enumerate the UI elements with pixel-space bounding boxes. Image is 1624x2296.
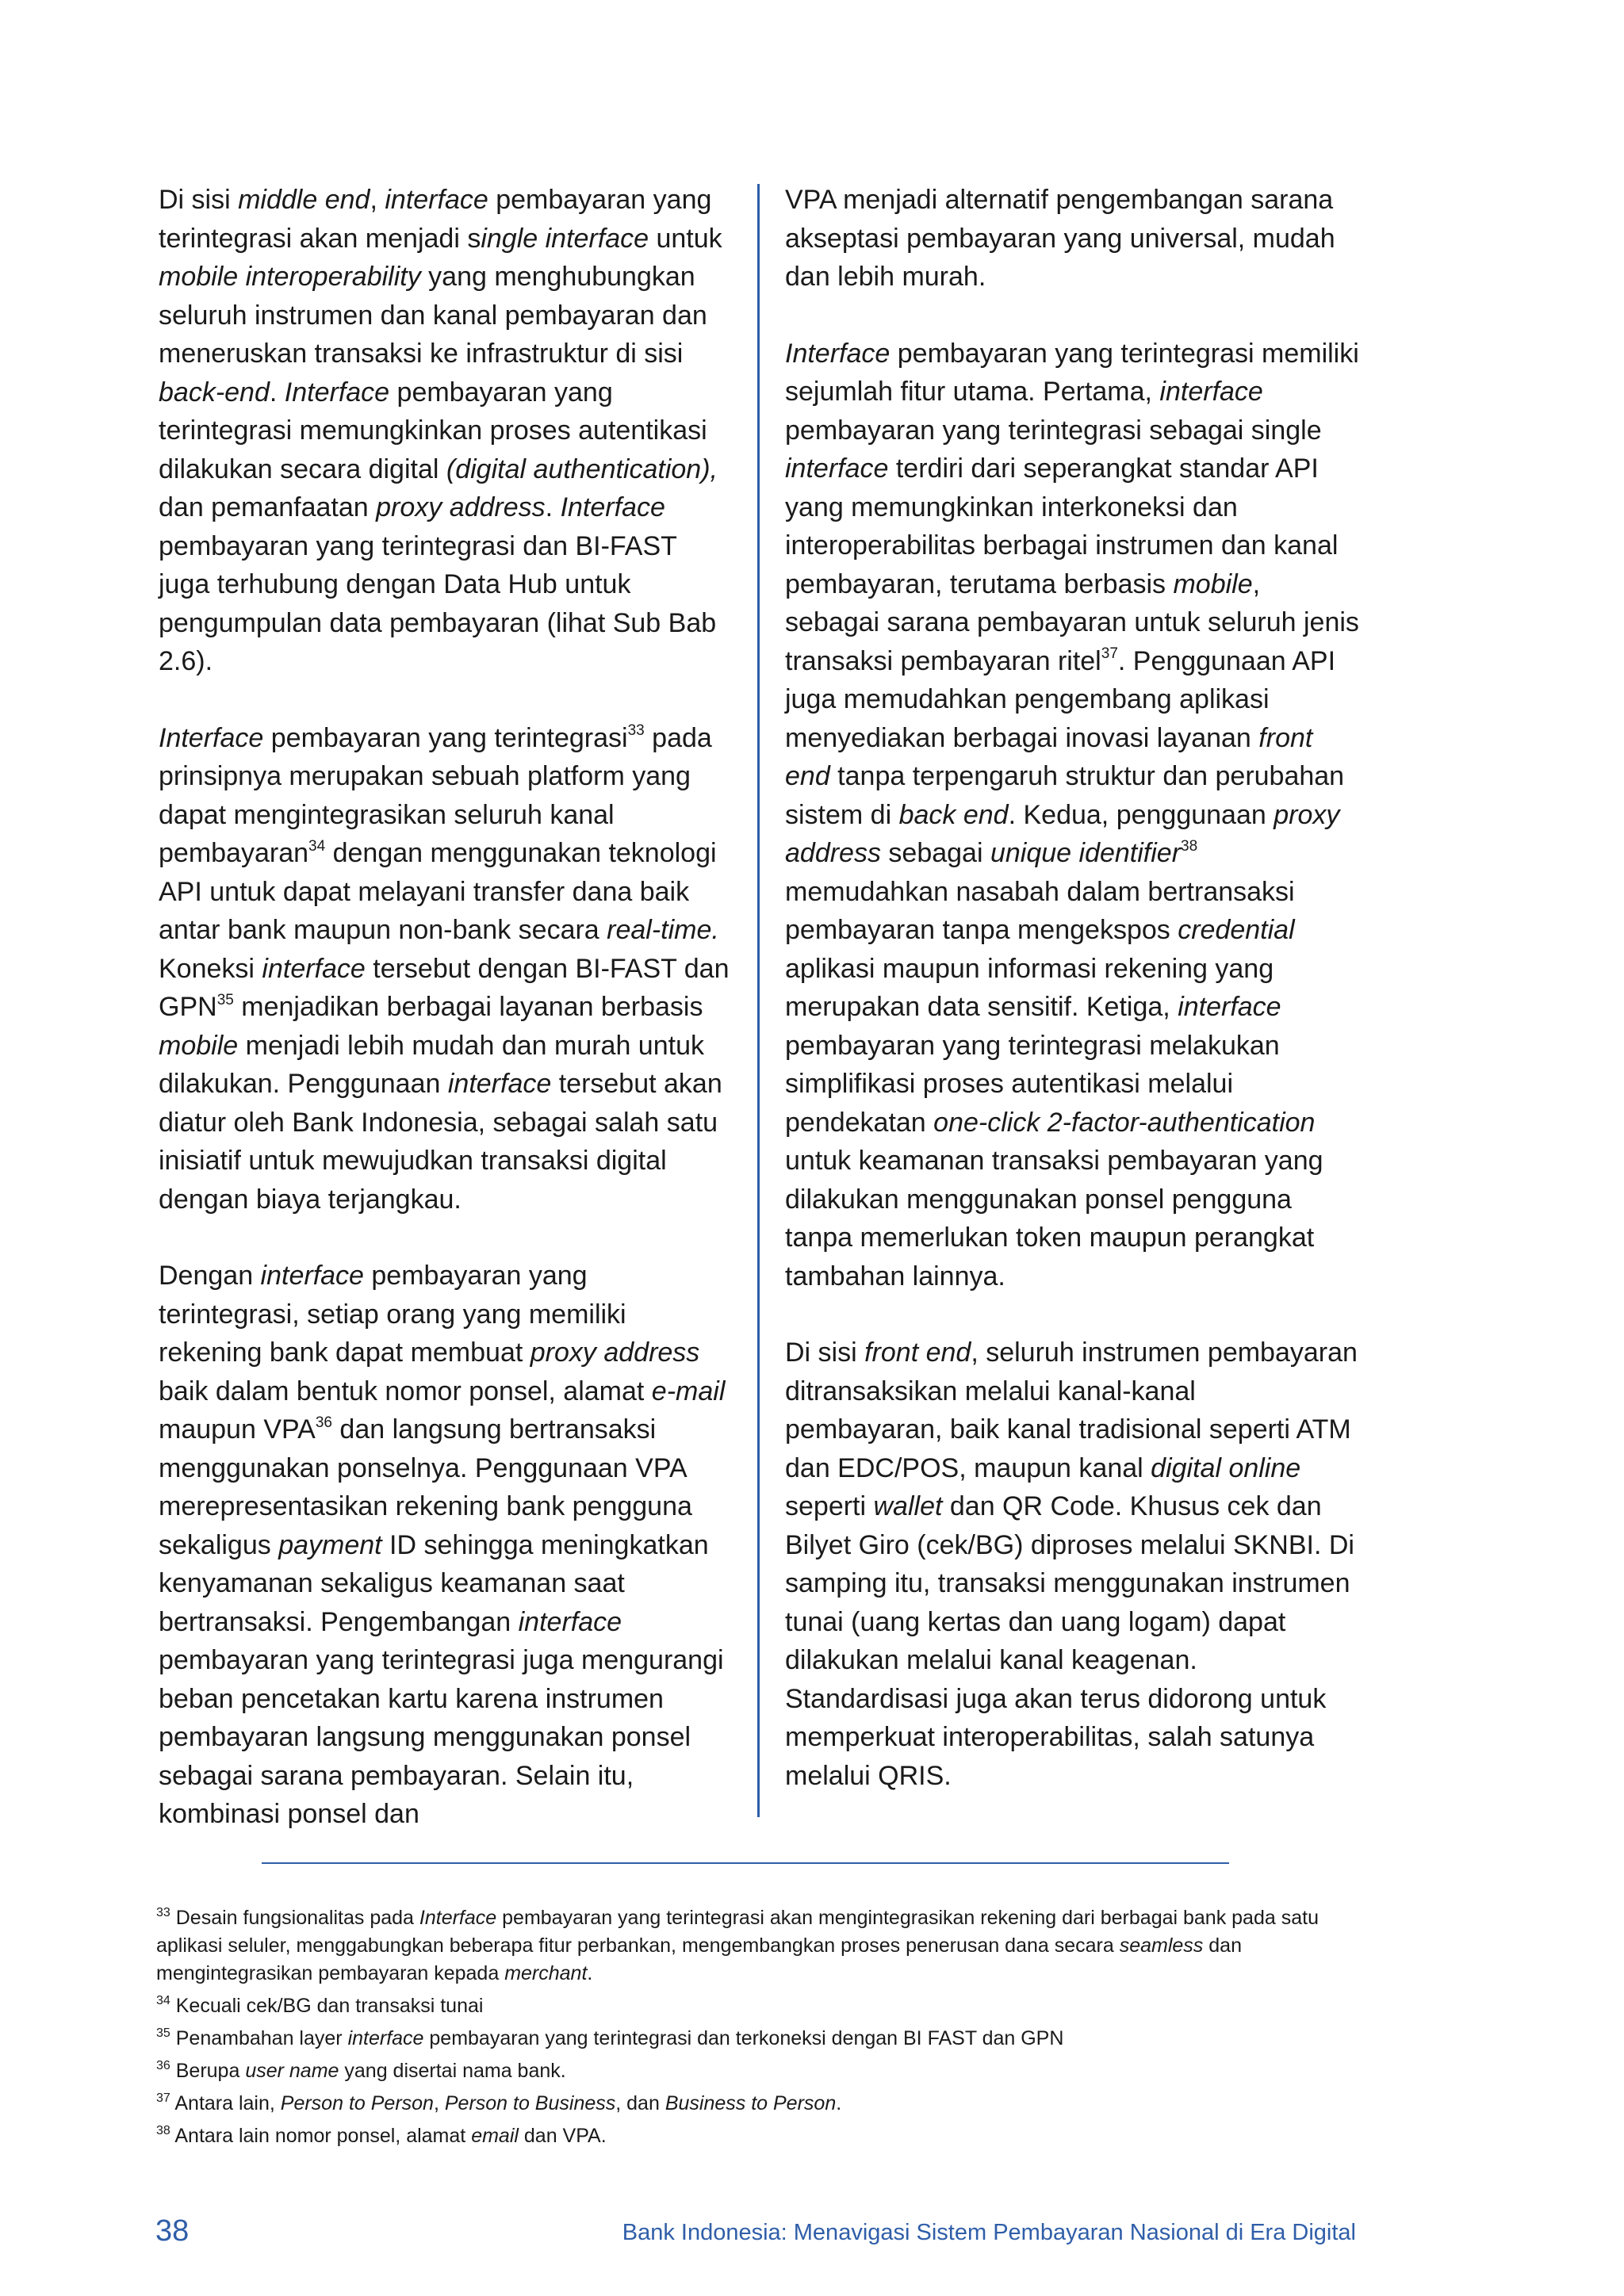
- body-paragraph: Di sisi front end, seluruh instrumen pembayaran ditransaksikan melalui kanal-kanal pembayaran, baik kanal tradisional seperti ATM dan EDC/POS, maupun kanal digital online seperti wallet dan QR Code. Khusus cek dan Bilyet Giro (cek/BG) diproses melalui SKNBI. Di samping itu, transaksi menggunakan instrumen tunai (uang kertas dan uang logam) dapat dilakukan melalui kanal keagenan. Standardisasi juga akan terus didorong untuk memperkuat interoperabilitas, salah satunya melalui QRIS.: [785, 1337, 1358, 1791]
- footnote: $^{38}$ Antara lain nomor ponsel, alamat email dan VPA.: [156, 2123, 607, 2147]
- footnote-separator: [262, 1862, 1229, 1864]
- body-paragraph: Interface pembayaran yang terintegrasi memiliki sejumlah fitur utama. Pertama, interface pembayaran yang terintegrasi sebagai single interface terdiri dari seperangkat standar API yang memungkinkan interkoneksi dan interoperabilitas berbagai instrumen dan kanal pembayaran, terutama berbasis mobile, sebagai sarana pembayaran untuk seluruh jenis transaksi pembayaran ritel$^{37}$. Penggunaan API juga memudahkan pengembang aplikasi menyediakan berbagai inovasi layanan front end tanpa terpengaruh struktur dan perubahan sistem di back end. Kedua, penggunaan proxy address sebagai unique identifier$^{38}$ memudahkan nasabah dalam bertransaksi pembayaran tanpa mengekspos credential aplikasi maupun informasi rekening yang merupakan data sensitif. Ketiga, interface pembayaran yang terintegrasi melakukan simplifikasi proses autentikasi melalui pendekatan one-click 2-factor-authentication untuk keamanan transaksi pembayaran yang dilakukan menggunakan ponsel pengguna tanpa memerlukan token maupun perangkat tambahan lainnya.: [785, 338, 1359, 1292]
- body-paragraph: VPA menjadi alternatif pengembangan sarana akseptasi pembayaran yang universal, mudah dan lebih murah.: [785, 185, 1335, 292]
- body-paragraph: Di sisi middle end, interface pembayaran yang terintegrasi akan menjadi single interface untuk mobile interoperability yang menghubungkan seluruh instrumen dan kanal pembayaran dan meneruskan transaksi ke infrastruktur di sisi back-end. Interface pembayaran yang terintegrasi memungkinkan proses autentikasi dilakukan secara digital (digital authentication), dan pemanfaatan proxy address. Interface pembayaran yang terintegrasi dan BI-FAST juga terhubung dengan Data Hub untuk pengumpulan data pembayaran (lihat Sub Bab 2.6).: [159, 185, 722, 676]
- footnote: $^{34}$ Kecuali cek/BG dan transaksi tunai: [156, 1993, 484, 2017]
- right-column: [785, 181, 1360, 1833]
- left-column: [159, 181, 733, 1872]
- body-paragraph: Dengan interface pembayaran yang terintegrasi, setiap orang yang memiliki rekening bank dapat membuat proxy address baik dalam bentuk nomor ponsel, alamat e-mail maupun VPA$^{36}$ dan langsung bertransaksi menggunakan ponselnya. Penggunaan VPA merepresentasikan rekening bank pengguna sekaligus payment ID sehingga meningkatkan kenyamanan sekaligus keamanan saat bertransaksi. Pengembangan interface pembayaran yang terintegrasi juga mengurangi beban pencetakan kartu karena instrumen pembayaran langsung menggunakan ponsel sebagai sarana pembayaran. Selain itu, kombinasi ponsel dan: [159, 1261, 726, 1829]
- footnote: $^{35}$ Penambahan layer interface pembayaran yang terintegrasi dan terkoneksi dengan BI FAST dan GPN: [156, 2026, 1064, 2049]
- body-paragraph: Interface pembayaran yang terintegrasi$^{33}$ pada prinsipnya merupakan sebuah platform yang dapat mengintegrasikan seluruh kanal pembayaran$^{34}$ dengan menggunakan teknologi API untuk dapat melayani transfer dana baik antar bank maupun non-bank secara real-time. Koneksi interface tersebut dengan BI-FAST dan GPN$^{35}$ menjadikan berbagai layanan berbasis mobile menjadi lebih mudah dan murah untuk dilakukan. Penggunaan interface tersebut akan diatur oleh Bank Indonesia, sebagai salah satu inisiatif untuk mewujudkan transaksi digital dengan biaya terjangkau.: [159, 722, 730, 1215]
- running-title: Bank Indonesia: Menavigasi Sistem Pembayaran Nasional di Era Digital: [622, 2220, 1356, 2245]
- footnote: $^{33}$ Desain fungsionalitas pada Interface pembayaran yang terintegrasi akan mengintegrasikan rekening dari berbagai bank pada satu aplikasi seluler, menggabungkan beberapa fitur perbankan, mengembangkan proses penerusan dana secara seamless dan mengintegrasikan pembayaran kepada merchant.: [156, 1905, 1319, 1984]
- footnote: $^{36}$ Berupa user name yang disertai nama bank.: [156, 2058, 566, 2082]
- footnote: $^{37}$ Antara lain, Person to Person, Person to Business, dan Business to Person.: [156, 2091, 842, 2114]
- page-number: 38: [155, 2214, 190, 2248]
- column-divider: [757, 184, 760, 1817]
- footnotes: [156, 1904, 1362, 2155]
